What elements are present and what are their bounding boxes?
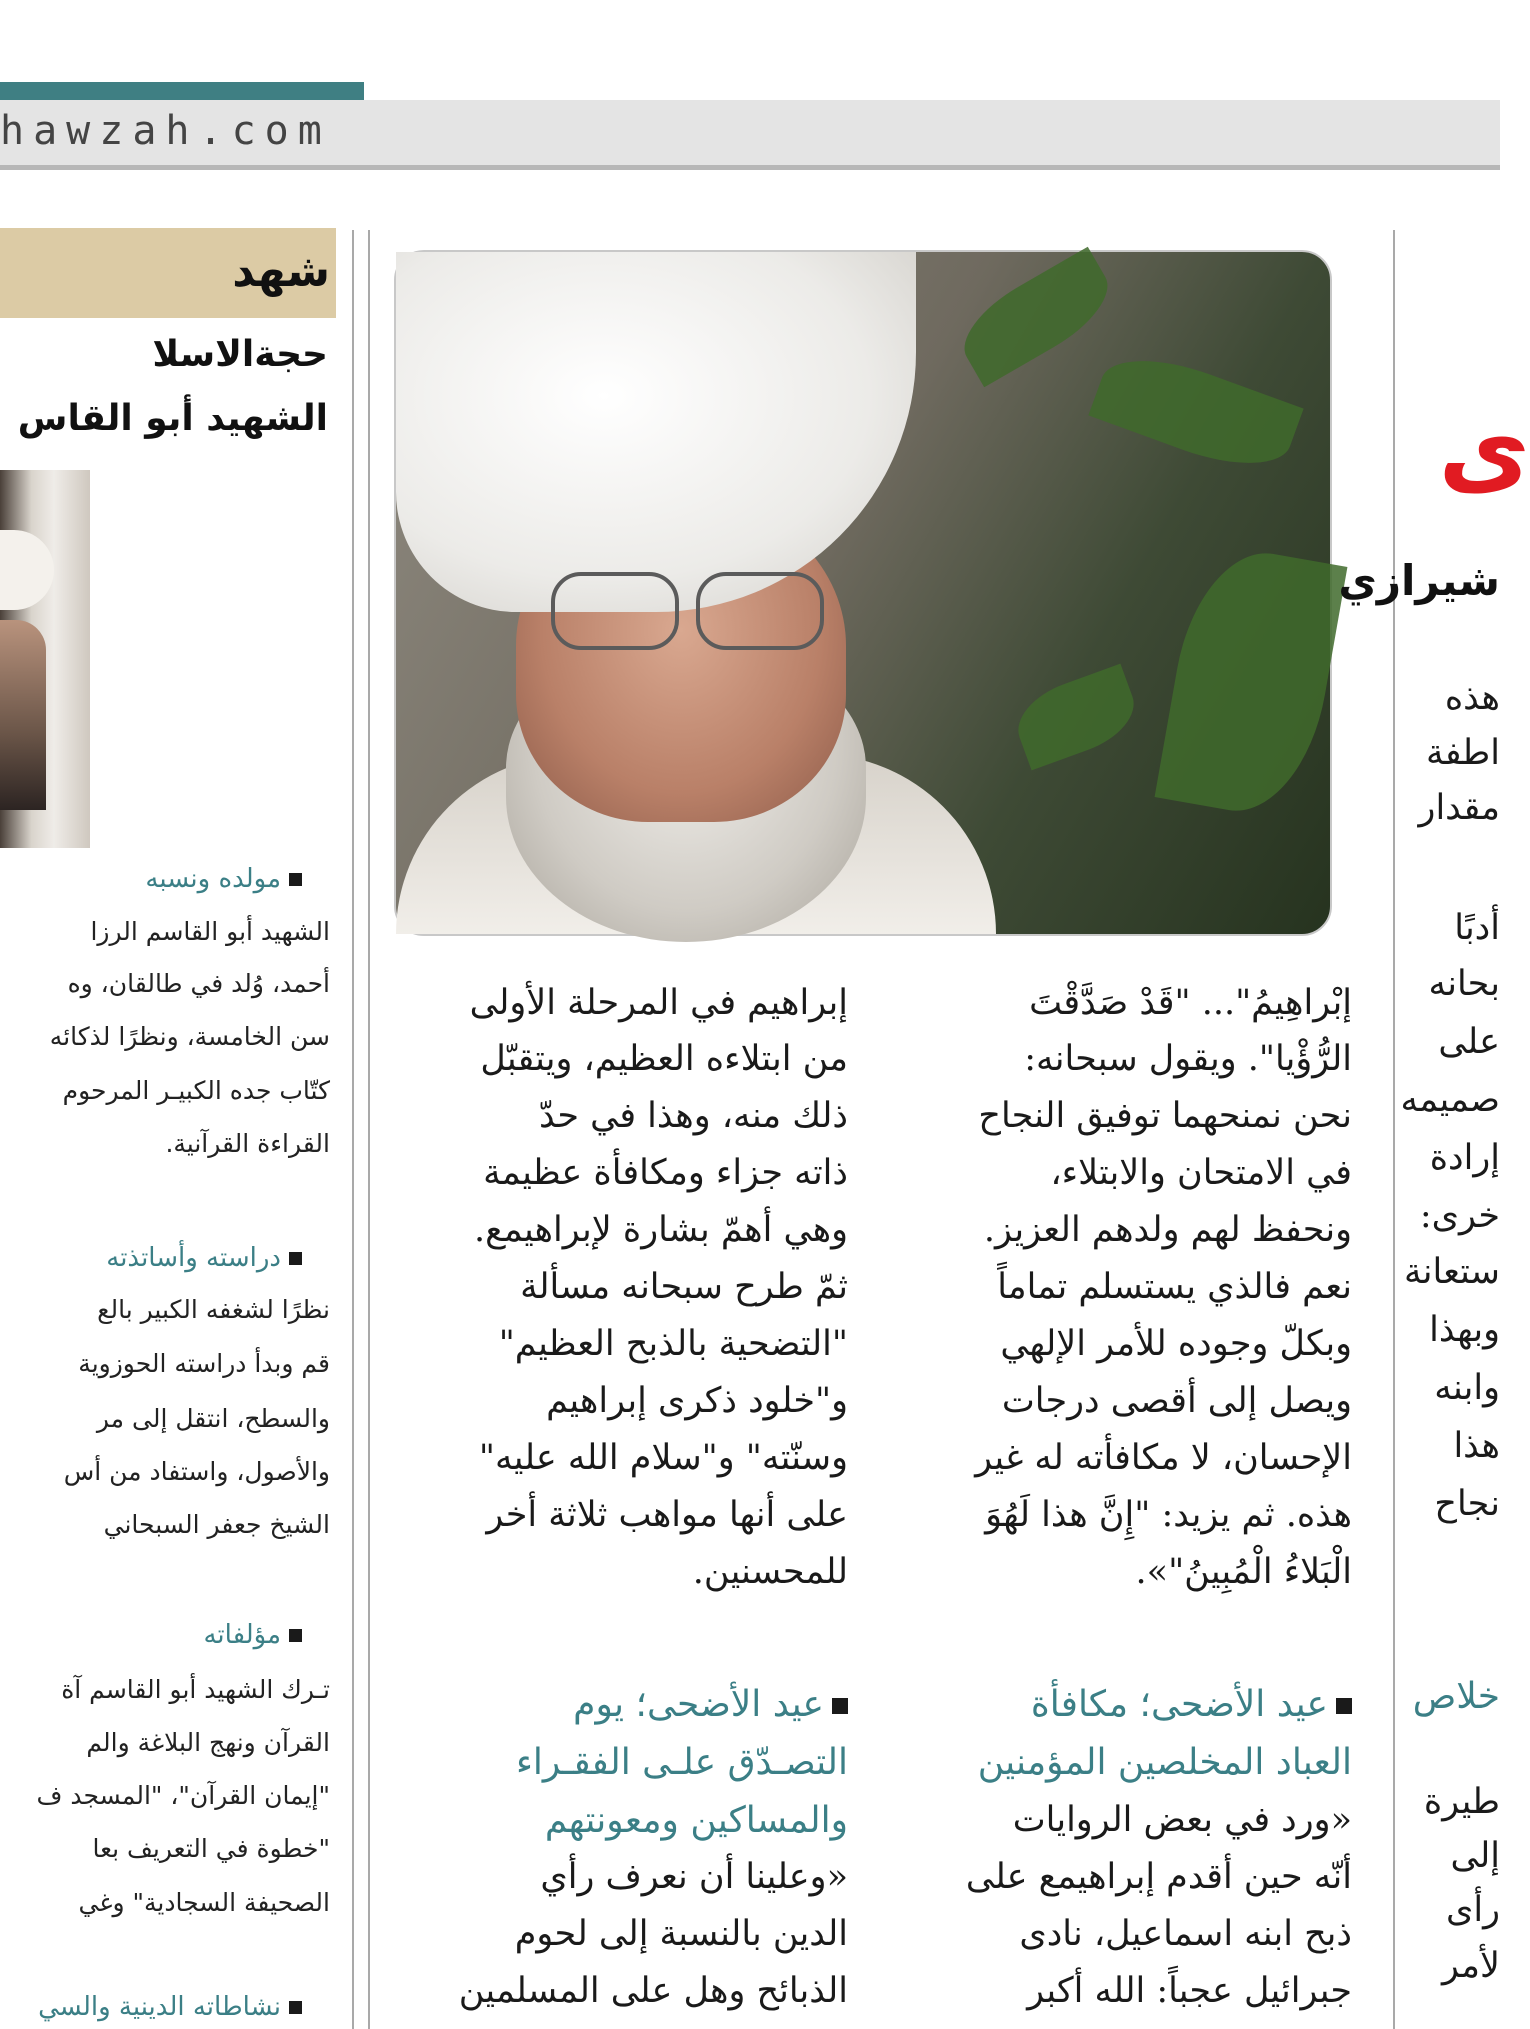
article-line: الرُّؤْيا". ويقول سبحانه: bbox=[1024, 1039, 1352, 1079]
headline-fragment: ى bbox=[1438, 390, 1530, 507]
edge-text-line: اطفة bbox=[1425, 733, 1500, 773]
sidebar-text-line: تـرك الشهيد أبو القاسم آة bbox=[61, 1675, 330, 1704]
article-line: جبرائيل عجباً: الله أكبر bbox=[1027, 1971, 1352, 2011]
leaf-shape bbox=[1155, 541, 1348, 823]
column-divider-left bbox=[352, 230, 354, 2029]
edge-text-line: أدبًا bbox=[1454, 908, 1500, 948]
square-bullet-icon bbox=[289, 1629, 302, 1642]
edge-section-heading: خلاص bbox=[1412, 1676, 1500, 1717]
portrait-turban-shape bbox=[0, 530, 54, 610]
square-bullet-icon bbox=[289, 2001, 302, 2014]
sidebar-text-line: نظرًا لشغفه الكبير بالع bbox=[97, 1295, 330, 1324]
sidebar-text-line: والسطح، انتقل إلى مر bbox=[96, 1404, 330, 1433]
article-line: وبكلّ وجوده للأمر الإلهي bbox=[1000, 1324, 1352, 1364]
leaf-shape bbox=[1008, 664, 1145, 771]
turban-shape bbox=[396, 252, 916, 612]
portrait-face-shape bbox=[0, 620, 46, 810]
square-bullet-icon bbox=[289, 1252, 302, 1265]
article-line: في الامتحان والابتلاء، bbox=[1050, 1153, 1352, 1193]
glasses-lens-left bbox=[551, 572, 679, 650]
section-heading: عيد الأضحى؛ مكافأة bbox=[1031, 1684, 1352, 1725]
leaf-shape bbox=[949, 247, 1123, 388]
edge-text-line: صميمه bbox=[1400, 1080, 1500, 1120]
sidebar-section-heading: مؤلفاته bbox=[203, 1620, 302, 1650]
header-accent-bar bbox=[0, 82, 364, 100]
article-line: وهي أهمّ بشارة لإبراهيمع. bbox=[474, 1210, 848, 1250]
section-heading-line: والمساكين ومعونتهم bbox=[544, 1800, 848, 1841]
sidebar-text-line: "إيمان القرآن"، "المسجد ف bbox=[36, 1781, 330, 1810]
edge-text-line: لأمر bbox=[1441, 1946, 1500, 1986]
sidebar-portrait bbox=[0, 470, 90, 848]
article-line: ويصل إلى أقصى درجات bbox=[1001, 1381, 1352, 1421]
article-line: للمحسنين. bbox=[692, 1552, 848, 1592]
article-line: هذه. ثم يزيد: "إِنَّ هذا لَهُوَ bbox=[985, 1495, 1352, 1535]
sidebar-text-line: أحمد، وُلد في طالقان، وه bbox=[67, 969, 330, 998]
sidebar-header bbox=[0, 228, 336, 318]
article-line: «وعلينا أن نعرف رأي bbox=[540, 1857, 848, 1897]
article-line: ثمّ طرح سبحانه مسألة bbox=[520, 1267, 848, 1307]
sidebar-header-label: شهد bbox=[232, 246, 330, 297]
article-line: نعم فالذي يستسلم تماماً bbox=[997, 1267, 1352, 1307]
sidebar-text-line: سن الخامسة، ونظرًا لذكائه bbox=[49, 1022, 330, 1051]
article-line: و"خلود ذكرى إبراهيم bbox=[546, 1381, 848, 1421]
article-line: ذاته جزاء ومكافأة عظيمة bbox=[483, 1153, 848, 1193]
sidebar-text-line: والأصول، واستفاد من أس bbox=[63, 1457, 330, 1486]
edge-text-line: على bbox=[1438, 1022, 1500, 1062]
sidebar-text-line: كتّاب جده الكبيـر المرحوم bbox=[62, 1076, 330, 1105]
article-line: إبراهيم في المرحلة الأولى bbox=[469, 983, 848, 1023]
edge-text-line: خرى: bbox=[1419, 1196, 1500, 1236]
edge-text-line: وابنه bbox=[1434, 1368, 1500, 1408]
article-line: الإحسان، لا مكافأته له غير bbox=[975, 1438, 1352, 1478]
edge-text-line: رأى bbox=[1445, 1890, 1500, 1930]
sidebar-text-line: قم وبدأ دراسته الحوزوية bbox=[78, 1349, 330, 1378]
edge-text-line: مقدار bbox=[1418, 788, 1500, 828]
sidebar-text-line: الصحيفة السجادية" وغي bbox=[78, 1888, 330, 1917]
sidebar-title-line2: الشهيد أبو القاس bbox=[17, 398, 328, 439]
edge-text-line: إلى bbox=[1450, 1836, 1500, 1876]
article-line: إبْراهِيمُ"... "قَدْ صَدَّقْتَ bbox=[1029, 983, 1352, 1023]
article-line: ونحفظ لهم ولدهم العزيز. bbox=[983, 1210, 1352, 1250]
article-line: «ورد في بعض الروايات bbox=[1012, 1800, 1352, 1840]
edge-text-line: هذه bbox=[1444, 678, 1500, 718]
square-bullet-icon bbox=[289, 873, 302, 886]
sidebar-text-line: القرآن ونهج البلاغة والم bbox=[86, 1728, 330, 1757]
edge-text-line: وبهذا bbox=[1429, 1310, 1500, 1350]
edge-text-line: هذا bbox=[1453, 1426, 1500, 1466]
article-line: ذلك منه، وهذا في حدّ bbox=[539, 1096, 848, 1136]
edge-text-line: نجاح bbox=[1434, 1484, 1500, 1524]
edge-text-line: إرادة bbox=[1429, 1138, 1500, 1178]
article-line: الدين بالنسبة إلى لحوم bbox=[514, 1914, 848, 1954]
section-heading-line: العباد المخلصين المؤمنين bbox=[977, 1742, 1352, 1783]
sidebar-section-heading: مولده ونسبه bbox=[145, 864, 302, 894]
article-line: "التضحية بالذبح العظيم" bbox=[498, 1324, 848, 1364]
edge-text-line: طيرة bbox=[1423, 1782, 1500, 1822]
author-fragment: شيرازي bbox=[1338, 556, 1500, 605]
column-divider-right bbox=[1393, 230, 1395, 2029]
article-line: وسنّته" و"سلام الله عليه" bbox=[478, 1438, 848, 1478]
section-heading: عيد الأضحى؛ يوم bbox=[573, 1684, 848, 1725]
sidebar-section-heading: نشاطاته الدينية والسي bbox=[38, 1992, 302, 2022]
article-line: الذبائح وهل على المسلمين bbox=[458, 1971, 848, 2011]
sidebar-section-heading: دراسته وأساتذته bbox=[106, 1243, 302, 1273]
site-name: hawzah.com bbox=[0, 108, 331, 154]
sidebar-text-line: الشيخ جعفر السبحاني bbox=[103, 1510, 330, 1539]
edge-text-line: بحانه bbox=[1428, 964, 1500, 1004]
column-divider-left-inner bbox=[368, 230, 370, 2029]
article-line: أنّه حين أقدم إبراهيمع على bbox=[965, 1857, 1352, 1897]
section-heading-line: التصـدّق علـى الفقـراء bbox=[516, 1742, 848, 1783]
article-line: نحن نمنحهما توفيق النجاح bbox=[978, 1096, 1352, 1136]
square-bullet-icon bbox=[1336, 1698, 1352, 1714]
leaf-shape bbox=[1088, 340, 1303, 484]
article-line: الْبَلاءُ الْمُبِينُ"». bbox=[1135, 1552, 1352, 1592]
article-photo bbox=[394, 250, 1332, 936]
article-line: من ابتلاءه العظيم، ويتقبّل bbox=[480, 1039, 848, 1079]
sidebar-text-line: "خطوة في التعريف بعا bbox=[92, 1834, 330, 1863]
square-bullet-icon bbox=[832, 1698, 848, 1714]
edge-text-line: ستعانة bbox=[1404, 1252, 1500, 1292]
glasses-lens-right bbox=[696, 572, 824, 650]
sidebar-text-line: الشهيد أبو القاسم الرزا bbox=[90, 917, 330, 946]
article-line: على أنها مواهب ثلاثة أخر bbox=[486, 1495, 848, 1535]
article-line: ذبح ابنه اسماعيل، نادى bbox=[1019, 1914, 1352, 1954]
sidebar-title-line1: حجةالاسلا bbox=[152, 334, 328, 375]
sidebar-text-line: القراءة القرآنية. bbox=[165, 1129, 330, 1158]
